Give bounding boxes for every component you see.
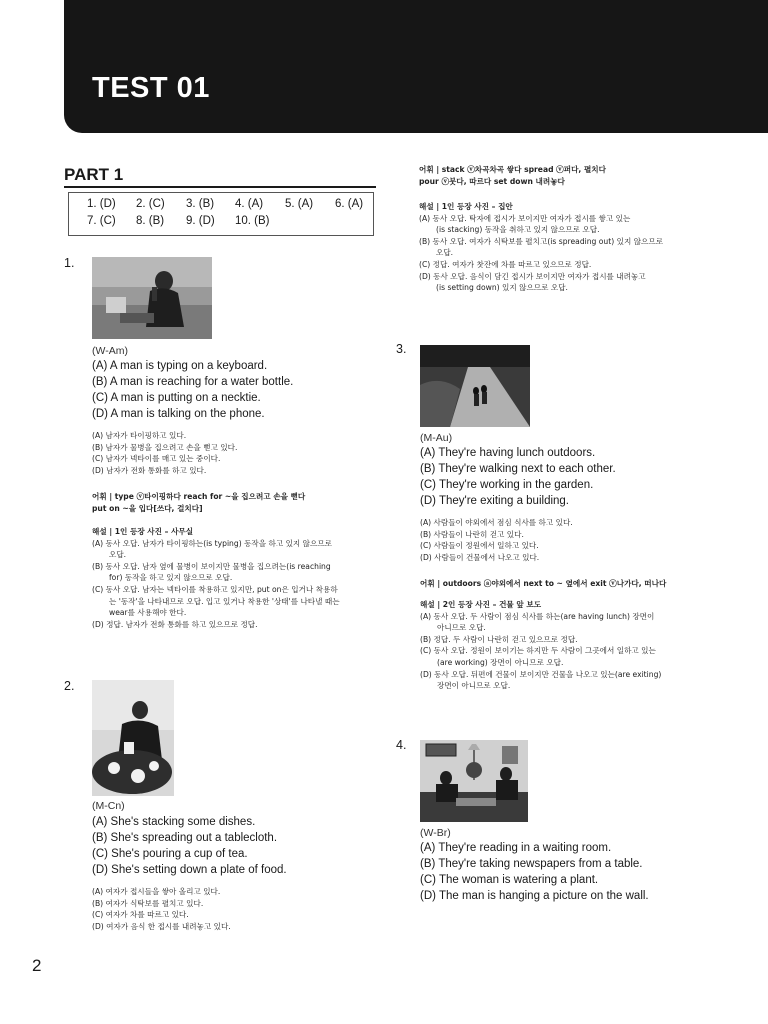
answer-key-item: 3. (B) <box>186 198 215 210</box>
explanation-line: (C) 동사 오답. 정원이 보이기는 하지만 두 사람이 그곳에서 일하고 있는 <box>420 646 656 656</box>
option-b: (B) They're taking newspapers from a table. <box>420 858 643 870</box>
part-divider <box>64 186 376 188</box>
explanation-line: (B) 동사 오답. 여자가 식탁보를 펼치고(is spreading out) 있지 않으므로 <box>419 236 664 246</box>
translation-b: (B) 남자가 물병을 집으려고 손을 뻗고 있다. <box>92 442 238 452</box>
part-title: PART 1 <box>64 165 124 184</box>
option-c: (C) The woman is watering a plant. <box>420 874 599 886</box>
explanation-line: (D) 동사 오답. 음식이 담긴 접시가 보이지만 여자가 접시를 내려놓고 <box>419 271 646 281</box>
option-c: (C) They're working in the garden. <box>420 479 594 491</box>
vocab-line: 어휘 | outdoors ⓐ야외에서 next to ~ 옆에서 exit ⓥ나가다, 떠나다 <box>420 579 667 588</box>
translation-d: (D) 남자가 전화 통화를 하고 있다. <box>92 465 207 475</box>
translation-b: (B) 사람들이 나란히 걷고 있다. <box>420 529 524 539</box>
vocab-line: pour ⓥ붓다, 따르다 set down 내려놓다 <box>419 176 565 186</box>
option-a: (A) They're having lunch outdoors. <box>420 447 596 459</box>
explanation-line: (are working) 장면이 아니므로 오답. <box>437 657 564 667</box>
question-2-explanation <box>419 201 663 294</box>
question-1-explanation <box>92 526 340 630</box>
answer-key-item: 8. (B) <box>136 215 165 227</box>
explanation-title: 해설 | 1인 등장 사진 – 사무실 <box>92 527 194 536</box>
question-3-vocab <box>420 578 666 590</box>
header-banner <box>64 0 768 133</box>
translation-d: (D) 사람들이 건물에서 나오고 있다. <box>420 552 540 562</box>
question-2-vocab <box>419 164 606 187</box>
speaker-label: (M-Cn) <box>92 800 125 812</box>
explanation-line: 장면이 아니므로 오답. <box>437 681 511 691</box>
explanation-title: 해설 | 2인 등장 사진 – 건물 앞 보도 <box>420 600 542 609</box>
explanation-line: (B) 정답. 두 사람이 나란히 걷고 있으므로 정답. <box>420 634 578 644</box>
answer-key-item: 1. (D) <box>87 198 116 210</box>
option-a: (A) They're reading in a waiting room. <box>420 842 612 854</box>
speaker-label: (W-Br) <box>420 827 451 839</box>
question-1-vocab <box>92 491 305 514</box>
answer-key-item: 7. (C) <box>87 215 116 227</box>
question-2-translations <box>92 886 231 932</box>
explanation-line: for) 동작을 하고 있지 않으므로 오답. <box>109 573 233 583</box>
option-a: (A) She's stacking some dishes. <box>92 816 256 828</box>
explanation-line: (is stacking) 동작을 취하고 있지 않으므로 오답. <box>436 225 600 235</box>
explanation-line: (D) 동사 오답. 뒤편에 건물이 보이지만 건물을 나오고 있는(are exiting) <box>420 669 662 679</box>
vocab-line: put on ~을 입다[쓰다, 걸치다] <box>92 503 203 513</box>
page-number: 2 <box>32 956 42 975</box>
answer-key-box <box>68 192 374 236</box>
option-a: (A) A man is typing on a keyboard. <box>92 360 268 372</box>
option-d: (D) They're exiting a building. <box>420 495 570 507</box>
question-3-options <box>420 445 616 509</box>
translation-a: (A) 여자가 접시들을 쌓아 올리고 있다. <box>92 887 221 896</box>
question-4-photo <box>420 740 528 822</box>
explanation-line: 아니므로 오답. <box>437 623 486 633</box>
answer-key-item: 6. (A) <box>335 198 364 210</box>
translation-c: (C) 사람들이 정원에서 일하고 있다. <box>420 541 539 551</box>
vocab-line: 어휘 | stack ⓥ차곡차곡 쌓다 spread ⓥ퍼다, 펼치다 <box>419 165 606 174</box>
explanation-title: 해설 | 1인 등장 사진 – 집안 <box>419 202 513 211</box>
explanation-line: 는 '동작'을 나타내므로 오답. 입고 있거나 착용한 '상태'를 나타낼 때는 <box>109 596 340 606</box>
speaker-label: (M-Au) <box>420 432 453 444</box>
translation-c: (C) 남자가 넥타이를 매고 있는 중이다. <box>92 454 221 464</box>
explanation-line: 오답. <box>109 550 127 560</box>
explanation-line: (A) 동사 오답. 남자가 타이핑하는(is typing) 동작을 하고 있지 않으므로 <box>92 538 332 548</box>
translation-d: (D) 여자가 음식 한 접시를 내려놓고 있다. <box>92 921 231 931</box>
question-3-explanation <box>420 599 661 692</box>
question-1-options <box>92 358 293 422</box>
option-b: (B) They're walking next to each other. <box>420 463 616 475</box>
option-d: (D) She's setting down a plate of food. <box>92 864 287 876</box>
question-1-photo <box>92 257 212 339</box>
question-number: 3. <box>396 342 407 356</box>
explanation-line: (B) 동사 오답. 남자 옆에 물병이 보이지만 물병을 집으려는(is reaching <box>92 561 331 571</box>
question-3-translations <box>420 517 573 563</box>
translation-a: (A) 사람들이 야외에서 점심 식사를 하고 있다. <box>420 518 573 527</box>
explanation-line: (A) 동사 오답. 탁자에 접시가 보이지만 여자가 접시를 쌓고 있는 <box>419 213 631 223</box>
question-number: 4. <box>396 738 407 752</box>
option-c: (C) A man is putting on a necktie. <box>92 392 261 404</box>
vocab-line: 어휘 | type ⓥ타이핑하다 reach for ~을 집으려고 손을 뻗다 <box>92 492 306 501</box>
speaker-label: (W-Am) <box>92 345 128 357</box>
question-2-photo <box>92 680 174 796</box>
question-2-options <box>92 814 287 878</box>
question-number: 2. <box>64 679 75 693</box>
explanation-line: wear를 사용해야 한다. <box>109 608 187 618</box>
option-c: (C) She's pouring a cup of tea. <box>92 848 248 860</box>
question-1-translations <box>92 430 237 476</box>
answer-key-item: 2. (C) <box>136 198 165 210</box>
explanation-line: (C) 정답. 여자가 찻잔에 차를 따르고 있으므로 정답. <box>419 259 592 269</box>
option-d: (D) A man is talking on the phone. <box>92 408 265 420</box>
question-4-options <box>420 840 649 904</box>
answer-key-item: 9. (D) <box>186 215 215 227</box>
option-b: (B) A man is reaching for a water bottle. <box>92 376 294 388</box>
translation-a: (A) 남자가 타이핑하고 있다. <box>92 431 187 440</box>
option-b: (B) She's spreading out a tablecloth. <box>92 832 278 844</box>
answer-key-item: 4. (A) <box>235 198 264 210</box>
explanation-line: (D) 정답. 남자가 전화 통화를 하고 있으므로 정답. <box>92 619 258 629</box>
option-d: (D) The man is hanging a picture on the wall. <box>420 890 649 902</box>
question-3-photo <box>420 345 530 427</box>
explanation-line: (C) 동사 오답. 남자는 넥타이를 착용하고 있지만, put on은 입거나 착용하 <box>92 584 338 594</box>
explanation-line: (A) 동사 오답. 두 사람이 점심 식사를 하는(are having lunch) 장면이 <box>420 611 655 621</box>
answer-key-item: 10. (B) <box>235 215 270 227</box>
test-title: TEST 01 <box>92 72 210 104</box>
explanation-line: (is setting down) 있지 않으므로 오답. <box>436 283 568 293</box>
translation-c: (C) 여자가 차를 따르고 있다. <box>92 910 189 920</box>
translation-b: (B) 여자가 식탁보를 펼치고 있다. <box>92 898 204 908</box>
answer-key-item: 5. (A) <box>285 198 314 210</box>
question-number: 1. <box>64 256 75 270</box>
explanation-line: 오답. <box>436 248 454 258</box>
